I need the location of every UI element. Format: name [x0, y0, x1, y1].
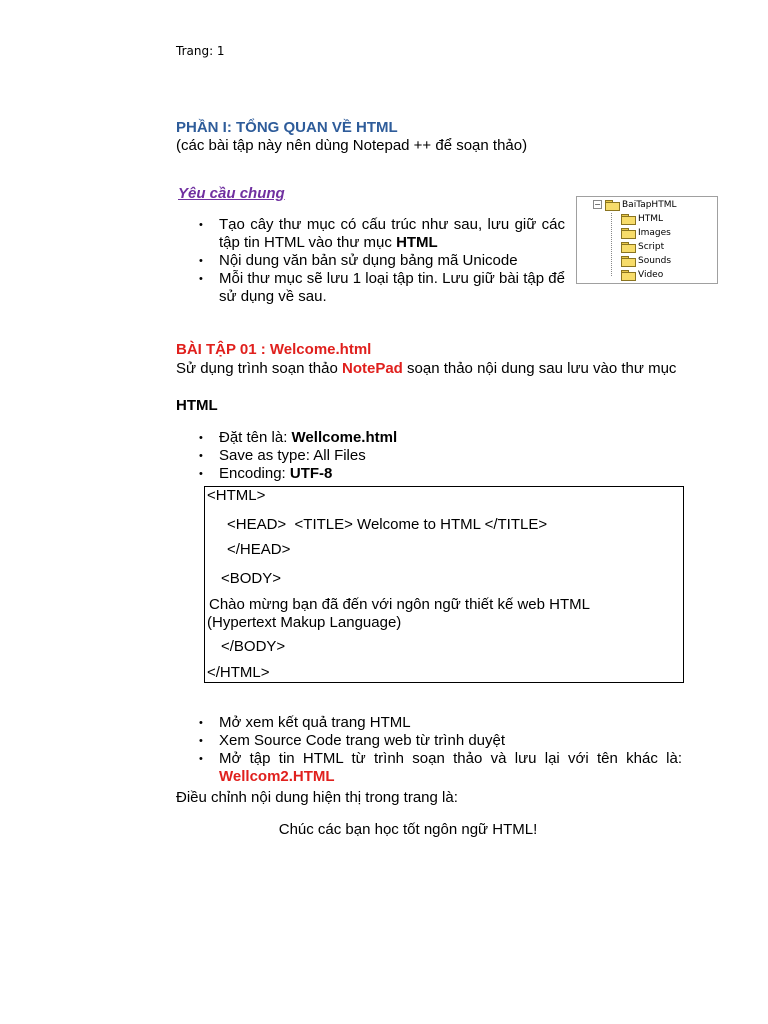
- list-item: • Save as type: All Files: [177, 447, 697, 465]
- closing-text: Chúc các bạn học tốt ngôn ngữ HTML!: [278, 821, 538, 838]
- tree-item: Video: [621, 268, 663, 281]
- tree-item: Script: [621, 240, 664, 253]
- requirements-heading: Yêu cầu chung: [178, 185, 285, 202]
- list-item: • Mở tập tin HTML từ trình soạn thảo và lưu lại với tên khác là: Wellcom2.HTML: [177, 750, 682, 786]
- tree-item: Sounds: [621, 254, 671, 267]
- folder-icon: [621, 228, 635, 238]
- code-line: <HEAD> <TITLE> Welcome to HTML </TITLE>: [227, 516, 548, 533]
- list-item: • Xem Source Code trang web từ trình duyệt: [177, 732, 682, 750]
- adjust-instruction: Điều chỉnh nội dung hiện thị trong trang là:: [176, 789, 458, 806]
- list-item: • Nội dung văn bản sử dụng bảng mã Unicode: [177, 252, 565, 270]
- code-box: [204, 486, 684, 683]
- folder-icon: [621, 256, 635, 266]
- tree-root: BaiTapHTML: [605, 198, 676, 211]
- page-number: Trang: 1: [176, 44, 225, 58]
- folder-icon: [621, 214, 635, 224]
- code-line: </HTML>: [207, 664, 270, 681]
- steps-list: [177, 714, 682, 786]
- code-line: </HEAD>: [227, 541, 291, 558]
- list-item: • Mở xem kết quả trang HTML: [177, 714, 682, 732]
- section-title: PHẦN I: TỔNG QUAN VỀ HTML: [176, 119, 398, 136]
- code-line: Chào mừng bạn đã đến với ngôn ngữ thiết kế web HTML: [209, 596, 590, 613]
- folder-tree: [576, 196, 718, 284]
- requirements-list: [177, 216, 565, 306]
- list-item: • Encoding: UTF-8: [177, 465, 697, 483]
- code-line: (Hypertext Makup Language): [207, 614, 402, 631]
- code-line: <BODY>: [221, 570, 282, 587]
- code-line: </BODY>: [221, 638, 286, 655]
- tree-item: HTML: [621, 212, 663, 225]
- folder-icon: [621, 270, 635, 280]
- tree-item: Images: [621, 226, 671, 239]
- exercise-title: BÀI TẬP 01 : Welcome.html: [176, 341, 372, 358]
- settings-list: [177, 429, 697, 483]
- folder-icon: [605, 200, 619, 210]
- folder-label: HTML: [176, 397, 218, 414]
- list-item: • Tạo cây thư mục có cấu trúc như sau, lưu giữ các tập tin HTML vào thư mục HTML: [177, 216, 565, 252]
- list-item: • Mỗi thư mục sẽ lưu 1 loại tập tin. Lưu giữ bài tập để sử dụng về sau.: [177, 270, 565, 306]
- collapse-icon: −: [594, 200, 601, 209]
- exercise-description: Sử dụng trình soạn thảo NotePad soạn thảo nội dung sau lưu vào thư mục: [176, 360, 677, 377]
- list-item: • Đặt tên là: Wellcome.html: [177, 429, 697, 447]
- section-subtitle: (các bài tập này nên dùng Notepad ++ để soạn thảo): [176, 137, 528, 154]
- code-line: <HTML>: [207, 487, 266, 504]
- folder-icon: [621, 242, 635, 252]
